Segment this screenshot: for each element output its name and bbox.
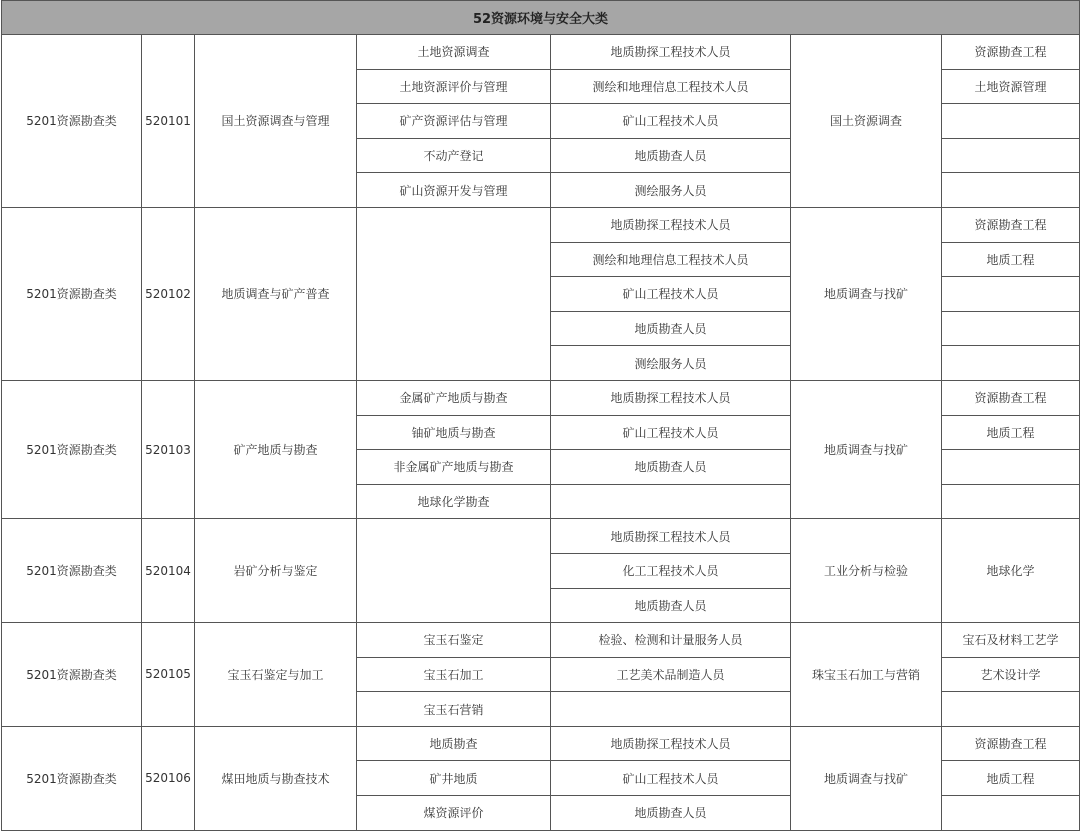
occupation-cell: 地质勘查人员 xyxy=(551,138,791,173)
direction-cell: 非金属矿产地质与勘查 xyxy=(357,450,551,485)
undergrad-cell: 资源勘查工程 xyxy=(942,380,1080,415)
table-row xyxy=(2,35,1080,70)
undergrad-cell xyxy=(942,450,1080,485)
undergrad-cell xyxy=(942,692,1080,727)
direction-cell: 矿井地质 xyxy=(357,761,551,796)
code-cell: 520103 xyxy=(142,380,195,518)
occupation-cell: 地质勘查人员 xyxy=(551,450,791,485)
category-cell: 5201资源勘查类 xyxy=(2,519,142,623)
direction-cell xyxy=(357,207,551,380)
category-cell: 5201资源勘查类 xyxy=(2,207,142,380)
direction-cell: 宝玉石加工 xyxy=(357,657,551,692)
occupation-cell: 化工工程技术人员 xyxy=(551,553,791,588)
code-cell: 520102 xyxy=(142,207,195,380)
undergrad-cell: 资源勘查工程 xyxy=(942,35,1080,70)
code-cell: 520105 xyxy=(142,623,195,727)
table-row xyxy=(2,623,1080,658)
undergrad-cell: 土地资源管理 xyxy=(942,69,1080,104)
undergrad-cell xyxy=(942,138,1080,173)
category-cell: 5201资源勘查类 xyxy=(2,726,142,830)
occupation-cell: 地质勘查人员 xyxy=(551,796,791,831)
occupation-cell: 检验、检测和计量服务人员 xyxy=(551,623,791,658)
occupation-cell: 测绘服务人员 xyxy=(551,346,791,381)
code-cell: 520101 xyxy=(142,35,195,208)
occupation-cell: 矿山工程技术人员 xyxy=(551,277,791,312)
majors-table xyxy=(1,0,1080,831)
direction-cell: 煤资源评价 xyxy=(357,796,551,831)
occupation-cell: 测绘和地理信息工程技术人员 xyxy=(551,69,791,104)
direction-cell: 矿山资源开发与管理 xyxy=(357,173,551,208)
table-row xyxy=(2,726,1080,761)
major-cell: 国土资源调查与管理 xyxy=(195,35,357,208)
occupation-cell: 测绘和地理信息工程技术人员 xyxy=(551,242,791,277)
undergrad-cell: 宝石及材料工艺学 xyxy=(942,623,1080,658)
major-cell: 宝玉石鉴定与加工 xyxy=(195,623,357,727)
occupation-cell: 矿山工程技术人员 xyxy=(551,415,791,450)
occupation-cell: 地质勘探工程技术人员 xyxy=(551,380,791,415)
undergrad-cell xyxy=(942,104,1080,139)
occupation-cell: 地质勘探工程技术人员 xyxy=(551,35,791,70)
major-cell: 岩矿分析与鉴定 xyxy=(195,519,357,623)
undergrad-cell: 地质工程 xyxy=(942,242,1080,277)
undergrad-cell xyxy=(942,796,1080,831)
table-title: 52资源环境与安全大类 xyxy=(2,1,1080,35)
field-cell: 地质调查与找矿 xyxy=(791,726,942,830)
occupation-cell: 矿山工程技术人员 xyxy=(551,104,791,139)
occupation-cell: 地质勘探工程技术人员 xyxy=(551,519,791,554)
direction-cell xyxy=(357,519,551,623)
undergrad-cell: 地质工程 xyxy=(942,761,1080,796)
field-cell: 工业分析与检验 xyxy=(791,519,942,623)
occupation-cell xyxy=(551,692,791,727)
undergrad-cell xyxy=(942,484,1080,519)
direction-cell: 土地资源调查 xyxy=(357,35,551,70)
table-row xyxy=(2,519,1080,554)
undergrad-cell xyxy=(942,346,1080,381)
major-cell: 矿产地质与勘查 xyxy=(195,380,357,518)
field-cell: 国土资源调查 xyxy=(791,35,942,208)
field-cell: 地质调查与找矿 xyxy=(791,380,942,518)
occupation-cell: 地质勘探工程技术人员 xyxy=(551,207,791,242)
undergrad-cell: 资源勘查工程 xyxy=(942,726,1080,761)
occupation-cell: 矿山工程技术人员 xyxy=(551,761,791,796)
direction-cell: 地球化学勘查 xyxy=(357,484,551,519)
direction-cell: 铀矿地质与勘查 xyxy=(357,415,551,450)
table-row xyxy=(2,380,1080,415)
undergrad-cell: 地球化学 xyxy=(942,519,1080,623)
category-cell: 5201资源勘查类 xyxy=(2,623,142,727)
occupation-cell: 测绘服务人员 xyxy=(551,173,791,208)
major-cell: 煤田地质与勘查技术 xyxy=(195,726,357,830)
category-cell: 5201资源勘查类 xyxy=(2,380,142,518)
undergrad-cell xyxy=(942,311,1080,346)
occupation-cell: 地质勘查人员 xyxy=(551,588,791,623)
table-row xyxy=(2,207,1080,242)
direction-cell: 矿产资源评估与管理 xyxy=(357,104,551,139)
undergrad-cell: 资源勘查工程 xyxy=(942,207,1080,242)
occupation-cell: 地质勘探工程技术人员 xyxy=(551,726,791,761)
direction-cell: 不动产登记 xyxy=(357,138,551,173)
direction-cell: 土地资源评价与管理 xyxy=(357,69,551,104)
code-cell: 520106 xyxy=(142,726,195,830)
occupation-cell: 工艺美术品制造人员 xyxy=(551,657,791,692)
occupation-cell xyxy=(551,484,791,519)
category-cell: 5201资源勘查类 xyxy=(2,35,142,208)
code-cell: 520104 xyxy=(142,519,195,623)
major-cell: 地质调查与矿产普查 xyxy=(195,207,357,380)
field-cell: 地质调查与找矿 xyxy=(791,207,942,380)
undergrad-cell xyxy=(942,173,1080,208)
direction-cell: 宝玉石鉴定 xyxy=(357,623,551,658)
occupation-cell: 地质勘查人员 xyxy=(551,311,791,346)
direction-cell: 地质勘查 xyxy=(357,726,551,761)
title-row xyxy=(2,1,1080,35)
direction-cell: 宝玉石营销 xyxy=(357,692,551,727)
field-cell: 珠宝玉石加工与营销 xyxy=(791,623,942,727)
undergrad-cell: 艺术设计学 xyxy=(942,657,1080,692)
undergrad-cell xyxy=(942,277,1080,312)
direction-cell: 金属矿产地质与勘查 xyxy=(357,380,551,415)
undergrad-cell: 地质工程 xyxy=(942,415,1080,450)
